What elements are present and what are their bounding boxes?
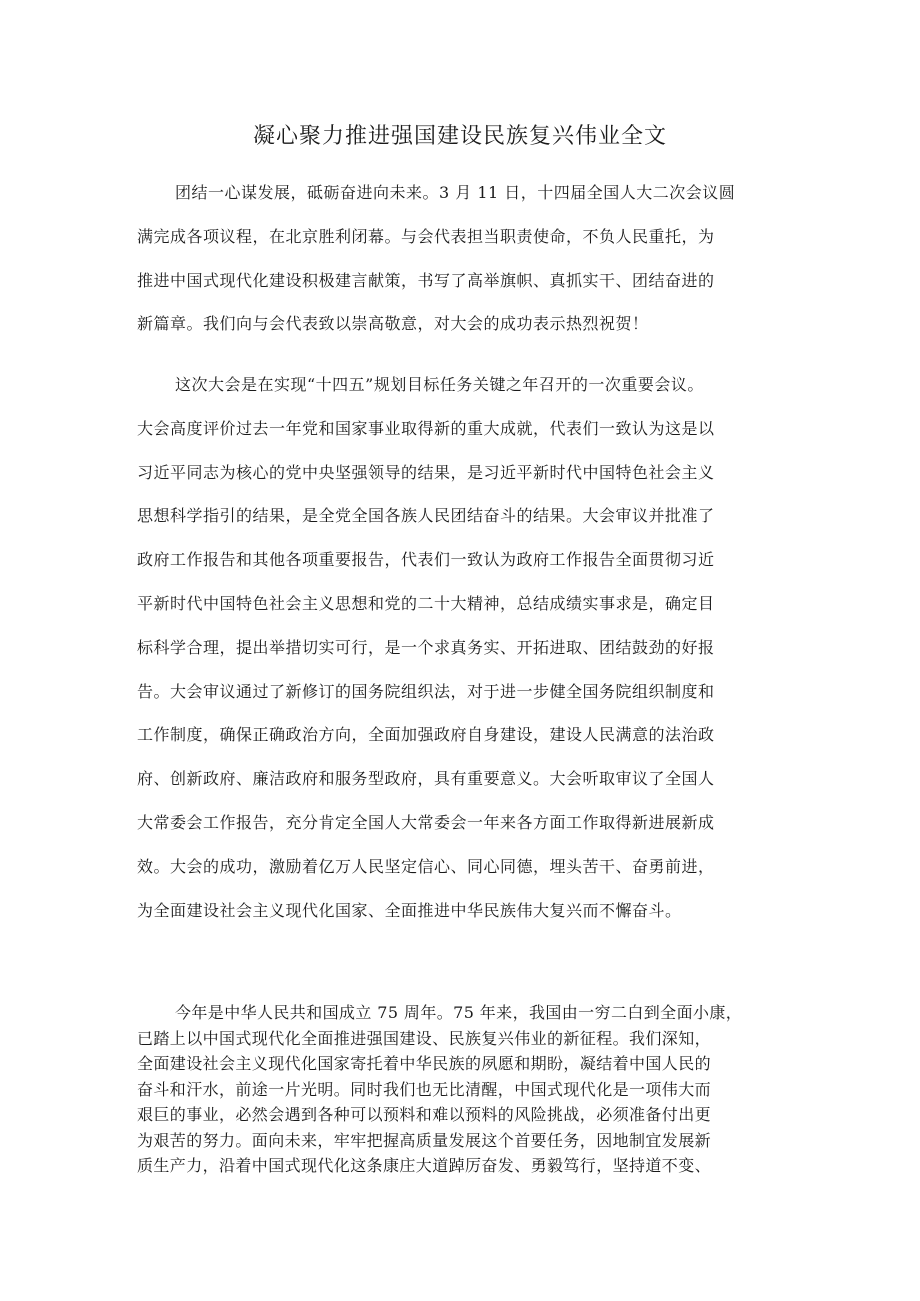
paragraph-line: 新篇章。我们向与会代表致以崇高敬意，对大会的成功表示热烈祝贺！ xyxy=(137,314,649,334)
paragraph-line: 奋斗和汗水，前途一片光明。同时我们也无比清醒，中国式现代化是一项伟大而 xyxy=(137,1079,712,1099)
paragraph-line: 告。大会审议通过了新修订的国务院组织法，对于进一步健全国务院组织制度和 xyxy=(137,681,715,701)
paragraph-line: 全面建设社会主义现代化国家寄托着中华民族的夙愿和期盼，凝结着中国人民的 xyxy=(137,1054,712,1073)
paragraph-1 xyxy=(137,171,787,346)
paragraph-line: 满完成各项议程，在北京胜利闭幕。与会代表担当职责使命，不负人民重托，为 xyxy=(137,226,715,246)
paragraph-line: 效。大会的成功，激励着亿万人民坚定信心、同心同德，埋头苦干、奋勇前进， xyxy=(137,856,715,876)
paragraph-line: 大会高度评价过去一年党和国家事业取得新的重大成就，代表们一致认为这是以 xyxy=(137,418,715,438)
paragraph-line: 团结一心谋发展，砥砺奋进向未来。3 月 11 日，十四届全国人大二次会议圆 xyxy=(175,183,736,202)
paragraph-line: 标科学合理，提出举措切实可行，是一个求真务实、开拓进取、团结鼓劲的好报 xyxy=(137,637,715,657)
paragraph-line: 大常委会工作报告，充分肯定全国人大常委会一年来各方面工作取得新进展新成 xyxy=(137,812,715,832)
paragraph-line: 府、创新政府、廉洁政府和服务型政府，具有重要意义。大会听取审议了全国人 xyxy=(137,769,715,789)
paragraph-line: 习近平同志为核心的党中央坚强领导的结果，是习近平新时代中国特色社会主义 xyxy=(137,462,715,482)
paragraph-line: 平新时代中国特色社会主义思想和党的二十大精神，总结成绩实事求是，确定目 xyxy=(137,593,715,613)
paragraph-line: 已踏上以中国式现代化全面推进强国建设、民族复兴伟业的新征程。我们深知， xyxy=(137,1028,712,1048)
paragraph-3 xyxy=(137,1000,787,1179)
document-title: 凝心聚力推进强国建设民族复兴伟业全文 xyxy=(252,124,667,149)
paragraph-line: 思想科学指引的结果，是全党全国各族人民团结奋斗的结果。大会审议并批准了 xyxy=(137,506,715,526)
paragraph-2 xyxy=(137,363,787,932)
paragraph-line: 艰巨的事业，必然会遇到各种可以预料和难以预料的风险挑战，必须准备付出更 xyxy=(137,1105,712,1124)
paragraph-line: 这次大会是在实现“十四五”规划目标任务关键之年召开的一次重要会议。 xyxy=(175,375,704,394)
paragraph-line: 为艰苦的努力。面向未来，牢牢把握高质量发展这个首要任务，因地制宜发展新 xyxy=(137,1130,712,1150)
paragraph-line: 为全面建设社会主义现代化国家、全面推进中华民族伟大复兴而不懈奋斗。 xyxy=(137,900,682,920)
paragraph-line: 质生产力，沿着中国式现代化这条康庄大道踔厉奋发、勇毅笃行，坚持道不变、 xyxy=(137,1156,712,1175)
paragraph-line: 今年是中华人民共和国成立 75 周年。75 年来，我国由一穷二白到全面小康， xyxy=(175,1003,743,1022)
paragraph-line: 工作制度，确保正确政治方向，全面加强政府自身建设，建设人民满意的法治政 xyxy=(137,725,715,745)
paragraph-line: 推进中国式现代化建设积极建言献策，书写了高举旗帜、真抓实干、团结奋进的 xyxy=(137,270,715,290)
paragraph-line: 政府工作报告和其他各项重要报告，代表们一致认为政府工作报告全面贯彻习近 xyxy=(137,550,715,570)
